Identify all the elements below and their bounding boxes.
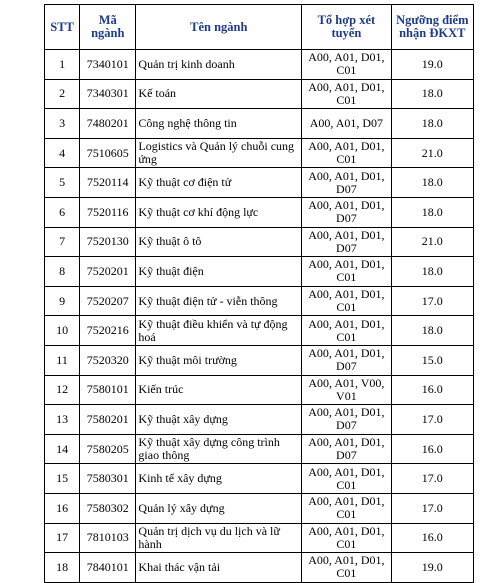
row-score: 18.0 (391, 197, 473, 227)
table-body (45, 50, 474, 583)
row-stt: 8 (45, 257, 80, 287)
table-row (45, 493, 474, 523)
row-code: 7810103 (80, 523, 136, 553)
row-combo: A00, A01, D01, D07 (302, 197, 391, 227)
row-stt: 3 (45, 109, 80, 139)
row-code: 7520114 (80, 168, 136, 198)
row-combo: A00, A01, D01, D07 (302, 227, 391, 257)
row-code: 7480201 (80, 109, 136, 139)
row-name: Kỹ thuật điều khiển và tự động hoá (136, 316, 302, 346)
row-combo: A00, A01, D07 (302, 109, 391, 139)
row-code: 7580302 (80, 493, 136, 523)
row-score: 15.0 (391, 345, 473, 375)
row-stt: 17 (45, 523, 80, 553)
table-row (45, 138, 474, 168)
header-name: Tên ngành (136, 5, 302, 50)
row-combo: A00, A01, D01, C01 (302, 79, 391, 109)
row-score: 16.0 (391, 375, 473, 405)
row-stt: 13 (45, 405, 80, 435)
table-row (45, 434, 474, 464)
row-stt: 16 (45, 493, 80, 523)
row-name: Kỹ thuật ô tô (136, 227, 302, 257)
admissions-table (44, 4, 474, 583)
row-code: 7580301 (80, 464, 136, 494)
table-row (45, 109, 474, 139)
row-stt: 9 (45, 286, 80, 316)
row-stt: 7 (45, 227, 80, 257)
row-stt: 12 (45, 375, 80, 405)
row-code: 7580205 (80, 434, 136, 464)
header-combo: Tổ hợp xét tuyển (302, 5, 391, 50)
row-code: 7520320 (80, 345, 136, 375)
row-stt: 2 (45, 79, 80, 109)
row-stt: 15 (45, 464, 80, 494)
row-score: 18.0 (391, 168, 473, 198)
row-code: 7520201 (80, 257, 136, 287)
row-combo: A00, A01, D01, C01 (302, 50, 391, 80)
row-combo: A00, A01, D01, D07 (302, 434, 391, 464)
row-combo: A00, A01, V00, V01 (302, 375, 391, 405)
row-code: 7840101 (80, 553, 136, 583)
row-stt: 1 (45, 50, 80, 80)
row-code: 7510605 (80, 138, 136, 168)
row-name: Kỹ thuật cơ khí động lực (136, 197, 302, 227)
row-name: Logistics và Quản lý chuỗi cung ứng (136, 138, 302, 168)
row-name: Kỹ thuật môi trường (136, 345, 302, 375)
table-row (45, 168, 474, 198)
row-name: Quản lý xây dựng (136, 493, 302, 523)
row-score: 18.0 (391, 257, 473, 287)
row-score: 19.0 (391, 50, 473, 80)
row-combo: A00, A01, D01, C01 (302, 257, 391, 287)
row-name: Kiến trúc (136, 375, 302, 405)
row-stt: 14 (45, 434, 80, 464)
table-row (45, 286, 474, 316)
row-score: 17.0 (391, 493, 473, 523)
row-code: 7520130 (80, 227, 136, 257)
row-code: 7340301 (80, 79, 136, 109)
row-score: 18.0 (391, 316, 473, 346)
row-code: 7520116 (80, 197, 136, 227)
row-name: Quản trị dịch vụ du lịch và lữ hành (136, 523, 302, 553)
row-score: 21.0 (391, 138, 473, 168)
row-combo: A00, A01, D01, C01 (302, 138, 391, 168)
row-combo: A00, A01, D01, C01 (302, 286, 391, 316)
row-name: Kỹ thuật xây dựng công trình giao thông (136, 434, 302, 464)
row-name: Kế toán (136, 79, 302, 109)
table-row (45, 257, 474, 287)
table-row (45, 464, 474, 494)
header-stt: STT (45, 5, 80, 50)
row-score: 18.0 (391, 79, 473, 109)
row-code: 7580201 (80, 405, 136, 435)
header-score: Ngưỡng điểm nhận ĐKXT (391, 5, 473, 50)
row-combo: A00, A01, D01, C01 (302, 464, 391, 494)
row-name: Khai thác vận tải (136, 553, 302, 583)
row-score: 19.0 (391, 553, 473, 583)
row-name: Kỹ thuật điện tử - viễn thông (136, 286, 302, 316)
row-score: 17.0 (391, 464, 473, 494)
table-row (45, 553, 474, 583)
row-score: 18.0 (391, 109, 473, 139)
row-score: 16.0 (391, 434, 473, 464)
row-combo: A00, A01, D01, C01 (302, 553, 391, 583)
row-name: Kỹ thuật xây dựng (136, 405, 302, 435)
row-name: Kỹ thuật điện (136, 257, 302, 287)
table-row (45, 316, 474, 346)
row-code: 7520216 (80, 316, 136, 346)
row-name: Quản trị kinh doanh (136, 50, 302, 80)
table-row (45, 405, 474, 435)
table-header (45, 5, 474, 50)
header-code: Mã ngành (80, 5, 136, 50)
row-stt: 10 (45, 316, 80, 346)
row-stt: 18 (45, 553, 80, 583)
table-row (45, 523, 474, 553)
table-row (45, 375, 474, 405)
row-stt: 6 (45, 197, 80, 227)
row-combo: A00, A01, D01, D07 (302, 405, 391, 435)
row-name: Kỹ thuật cơ điện tử (136, 168, 302, 198)
row-name: Kinh tế xây dựng (136, 464, 302, 494)
row-code: 7520207 (80, 286, 136, 316)
row-combo: A00, A01, D01, D07 (302, 168, 391, 198)
row-code: 7340101 (80, 50, 136, 80)
row-code: 7580101 (80, 375, 136, 405)
row-score: 16.0 (391, 523, 473, 553)
row-stt: 4 (45, 138, 80, 168)
row-name: Công nghệ thông tin (136, 109, 302, 139)
row-combo: A00, A01, D01, C01 (302, 493, 391, 523)
table-row (45, 227, 474, 257)
row-score: 17.0 (391, 286, 473, 316)
table-row (45, 345, 474, 375)
row-stt: 11 (45, 345, 80, 375)
row-stt: 5 (45, 168, 80, 198)
row-combo: A00, A01, D01, C01 (302, 523, 391, 553)
row-score: 17.0 (391, 405, 473, 435)
row-combo: A00, A01, D01, D07 (302, 345, 391, 375)
table-row (45, 79, 474, 109)
row-combo: A00, A01, D01, C01 (302, 316, 391, 346)
header-row (45, 5, 474, 50)
table-row (45, 50, 474, 80)
table-row (45, 197, 474, 227)
row-score: 21.0 (391, 227, 473, 257)
